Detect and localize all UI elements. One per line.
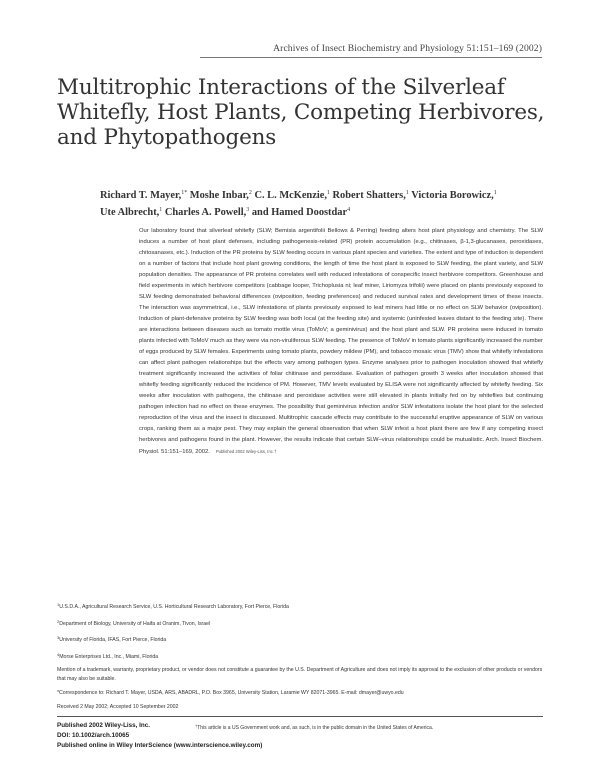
- public-domain-note: [195, 721, 433, 733]
- journal-citation: Archives of Insect Biochemistry and Physiology 51:151–169 (2002): [273, 43, 542, 54]
- author-affiliation-marker: 1: [159, 207, 163, 213]
- author-name: Richard T. Mayer,: [100, 190, 182, 201]
- published-online: Published online in Wiley InterScience (www.interscience.wiley.com): [57, 742, 263, 749]
- publication-info: [57, 716, 543, 757]
- author-affiliation-marker: 3: [246, 207, 250, 213]
- author-line-1: [100, 186, 560, 203]
- article-title: Multitrophic Interactions of the Silverleaf Whitefly, Host Plants, Competing Herbivores, and Phytopathogens: [57, 75, 545, 150]
- author-name: C. L. McKenzie,: [251, 190, 327, 201]
- affiliation-marker: 1: [57, 602, 60, 607]
- affiliation-footnote: [57, 617, 543, 629]
- abstract: [139, 226, 543, 458]
- author-line-2: [100, 203, 560, 220]
- affiliation-text: Department of Biology, University of Haifa at Oranim, Tivon, Israel: [59, 620, 211, 627]
- published-by: Published 2002 Wiley-Liss, Inc.: [57, 722, 151, 729]
- public-domain-text: This article is a US Government work and, as such, is in the public domain in the United States of America.: [197, 725, 434, 731]
- affiliation-marker: 3: [57, 635, 60, 641]
- author-affiliation-marker: 1: [326, 190, 330, 196]
- author-name: Charles A. Powell,: [162, 207, 247, 218]
- footnotes: [57, 600, 543, 712]
- affiliation-footnote: [57, 650, 543, 662]
- author-affiliation-marker: 1: [405, 190, 409, 196]
- abstract-copyright: Published 2002 Wiley-Liss, Inc.†: [215, 449, 277, 455]
- author-name: Robert Shatters,: [329, 190, 406, 201]
- author-affiliation-marker: 1*: [181, 190, 188, 196]
- affiliation-text: U.S.D.A., Agricultural Research Service, U.S. Horticultural Research Laboratory, Fort Pierce, Florida: [59, 604, 289, 610]
- author-affiliation-marker: 4: [347, 207, 351, 213]
- journal-running-header: [200, 43, 542, 58]
- affiliation-footnote: [57, 633, 543, 645]
- public-domain-marker: †: [195, 723, 198, 728]
- affiliation-marker: 2: [57, 618, 60, 624]
- affiliation-marker: 4: [57, 651, 60, 657]
- author-name: Ute Albrecht,: [100, 207, 160, 218]
- abstract-text: Our laboratory found that silverleaf whitefly (SLW; Bemisia argentifolii Bellows & Perring) feeding alters host plant physiology and chemistry. The SLW induces a number of host plant defenses, including pathogenesis-related (PR) protein accumulation (e.g., chitinases, β-1,3-glucanases, peroxidases, chitosanases, etc.). Induction of the PR proteins by SLW feeding occurs in various plant species and varieties. The extent and type of induction is dependent on a number of factors that include host plant growing conditions, the length of time the host plant is exposed to SLW feeding, the plant variety, and SLW population densities. The appearance of PR proteins correlates well with reduced infestations of conspecific insect herbivore competitors. Greenhouse and field experiments in which herbivore competitors (cabbage looper, Trichoplusia ni; leaf miner, Liriomyza trifolii) were placed on plants previously exposed to SLW feeding demonstrated behavioral differences (oviposition, feeding preferences) and reduced survival rates and development times of these insects. The interaction was asymmetrical, i.e., SLW infestations of plants previously exposed to leaf miners had little or no effect on SLW behavior (oviposition). Induction of plant-defensive proteins by SLW feeding was both local (at the feeding site) and systemic (uninfested leaves distant to the feeding site). There are interactions between diseases such as tomato mottle virus (ToMoV; a geminivirus) and the host plant and SLW. PR proteins were induced in tomato plants infected with ToMoV much as they were via non-viruliferous SLW feeding. The presence of ToMoV in tomato plants significantly increased the number of eggs produced by SLW females. Experiments using tomato plants, powdery mildew (PM), and tobacco mosaic virus (TMV) show that whitefly infestations can affect plant pathogen relationships but the effects vary among pathogen types. Enzyme analyses prior to pathogen inoculation showed that whitefly treatment significantly increased the activities of foliar chitinase and peroxidase. Evaluation of pathogen growth 3 weeks after inoculation showed that whitefly feeding significantly reduced the incidence of PM. However, TMV levels evaluated by ELISA were not significantly affected by whitefly feeding. Six weeks after inoculation with pathogens, the chitinase and peroxidase activities were still elevated in plants initially fed on by whiteflies but continuing pathogen infection had no effect on these enzymes. The possibility that geminivirus infection and/or SLW infestations isolate the host plant for the selected reproduction of the virus and the insect is discussed. Multitrophic cascade effects may contribute to the successful eruptive appearance of SLW on various crops, ranking them as a major pest. They may explain the general observation that when SLW infest a host plant there are few if any competing insect herbivores and pathogens found in the plant. However, the results indicate that certain SLW–virus relationships could be mutualistic. Arch. Insect Biochem. Physiol. 51:151–169, 2002.: [139, 228, 543, 456]
- affiliation-footnote: [57, 600, 543, 612]
- author-name: Victoria Borowicz,: [408, 190, 494, 201]
- author-name: Moshe Inbar,: [187, 190, 249, 201]
- author-list: [100, 186, 560, 220]
- doi: DOI: 10.1002/arch.10065: [57, 732, 130, 739]
- affiliation-text: University of Florida, IFAS, Fort Pierce, Florida: [59, 637, 167, 644]
- author-affiliation-marker: 1: [493, 190, 497, 196]
- trademark-disclaimer: Mention of a trademark, warranty, proprietary product, or vendor does not constitute a guarantee by the U.S. Department of Agriculture and does not imply its approval to the exclusion of other products or vendors that may also be suitable.: [57, 667, 543, 683]
- affiliation-text: Morse Enterprises Ltd., Inc., Miami, Florida: [59, 653, 159, 660]
- author-affiliation-marker: 2: [248, 190, 252, 196]
- author-name: and Hamed Doostdar: [249, 207, 348, 218]
- correspondence-note: *Correspondence to: Richard T. Mayer, USDA, ARS, ABADRL, P.O. Box 3965, University Station, Laramie WY 82071-3965. E-mail: dmayer@uwyo.edu: [57, 689, 404, 696]
- received-accepted-dates: Received 2 May 2002; Accepted 10 September 2002: [57, 703, 179, 710]
